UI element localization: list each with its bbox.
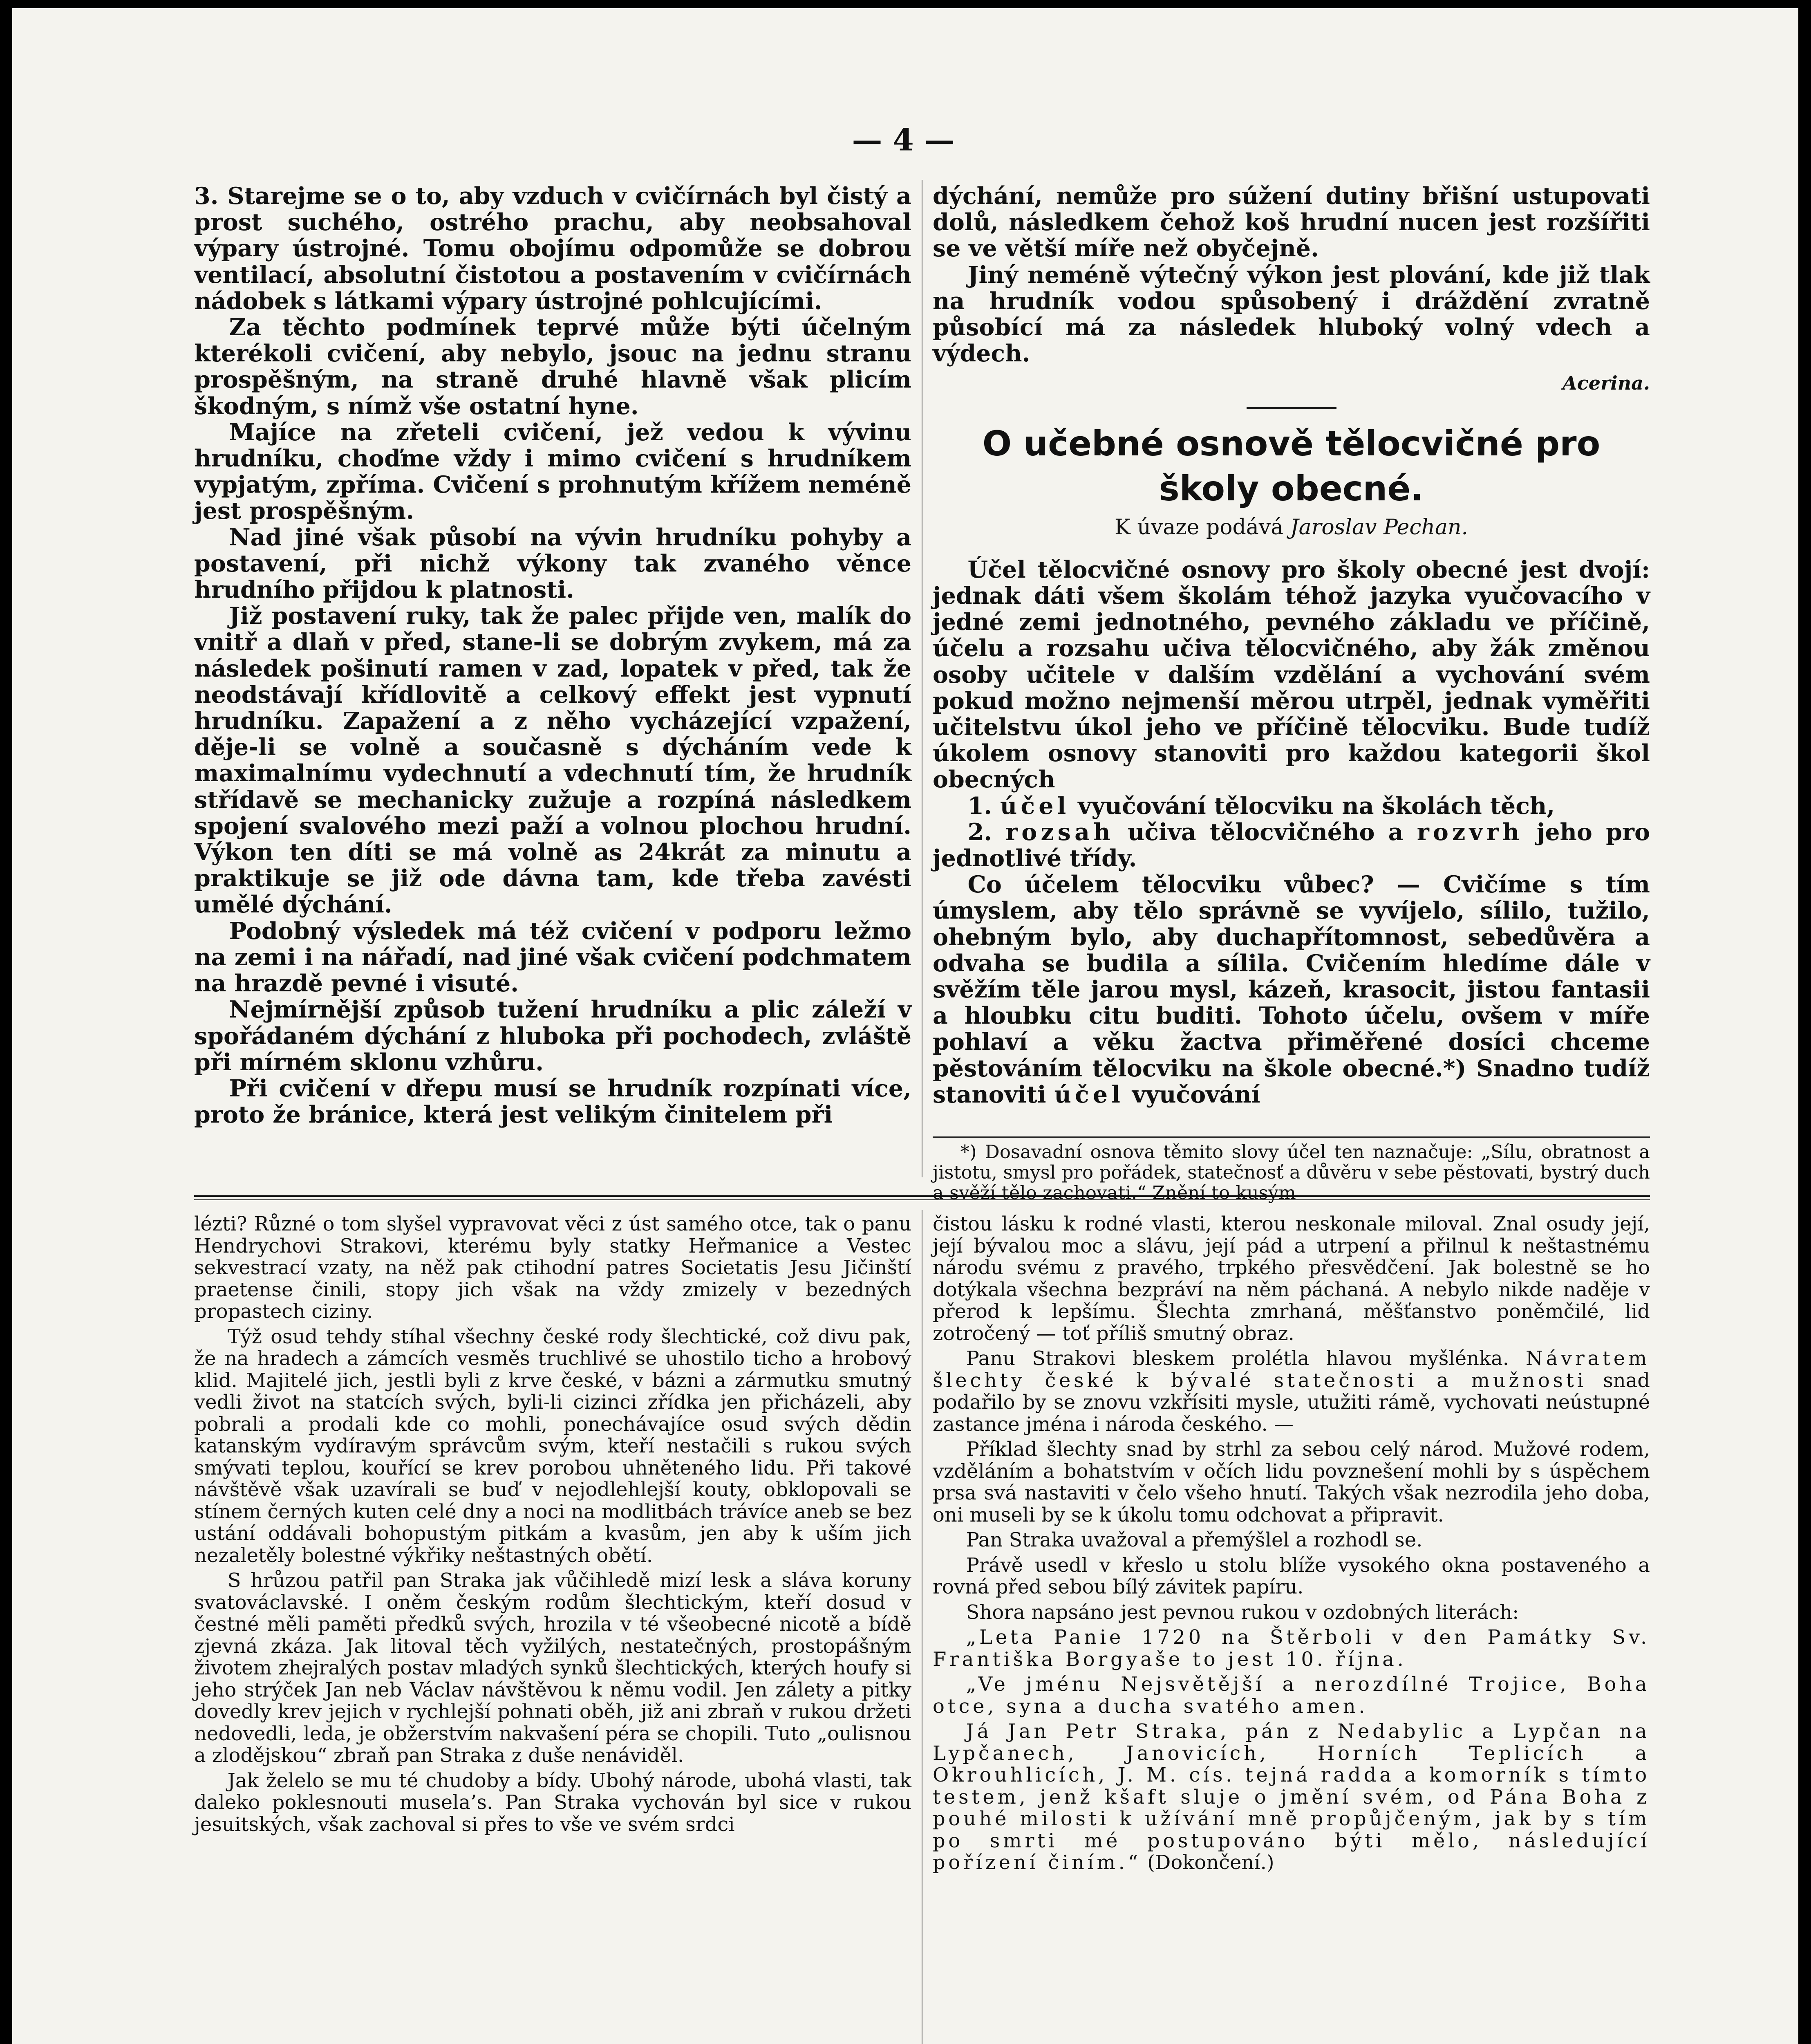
paragraph: Za těchto podmínek teprvé může býti účelným kterékoli cvičení, aby nebylo, jsouc na jednu stranu prospěšným, na straně druhé hlavně však plicím škodným, s nímž vše ostatní hyne. — [194, 314, 911, 420]
quoted-heading: „Leta Panie 1720 na Štěrboli v den Památky Sv. Františka Borgyaše to jest 10. října. — [933, 1626, 1650, 1671]
paragraph: Příklad šlechty snad by strhl za sebou celý národ. Mužové rodem, vzděláním a bohatstvím v očích lidu povznešení mohli by s úspěchem prsa svá nastaviti v čelo všeho hnutí. Takých však nezrodila jeho doba, oni museli by se k úkolu tomu odchovat a připravit. — [933, 1438, 1650, 1526]
paragraph: Týž osud tehdy stíhal všechny české rody šlechtické, což divu pak, že na hradech a zámcích vesměs truchlivé se uhostilo ticho a hrobový klid. Majitelé jich, jestli byli z krve české, v bázni a zármutku smutný vedli život na statcích svých, byli-li cizinci zřídka jen přicházeli, aby pobrali a prodali kde co mohli, ponechávajíce osud svých dědin katanským vydíravým správcům svým, kteří nestačili s rukou svých smývati teplou, kouřící se krev porobou uhněteného lidu. Při takové návštěvě však uzavírali se buď v nejodlehlejší kouty, obklopovali se stínem černých kuten celé dny a noci na modlitbách trávíce aneb se bez ustání oddávali bohopustým pitkám a kvasům, jen aby k uším jich nezaletěly bolestné výkřiky neštastných obětí. — [194, 1325, 911, 1567]
paragraph: Majíce na zřeteli cvičení, jež vedou k vývinu hrudníku, choďme vždy i mimo cvičení s hrudníkem vypjatým, zpříma. Cvičení s prohnutým křížem neméně jest prospěšným. — [194, 418, 911, 525]
paragraph: Shora napsáno jest pevnou rukou v ozdobných literách: — [966, 1600, 1519, 1624]
paragraph: 3. Starejme se o to, aby vzduch v cvičírnách byl čistý a prost suchého, ostrého prachu, aby neobsahoval výpary ústrojné. Tomu obojímu odpomůže se dobrou ventilací, absolutní čistotou a postavením v cvičírnách nádobek s látkami výpary ústrojné pohlcujícími. — [194, 182, 911, 315]
left-column — [194, 183, 911, 1128]
paragraph: Právě usedl v křeslo u stolu blíže vysokého okna postaveného a rovná před sebou bílý závitek papíru. — [933, 1553, 1650, 1598]
section-divider — [194, 1195, 1650, 1197]
paragraph: Jak želelo se mu té chudoby a bídy. Ubohý národe, ubohá vlasti, tak daleko poklesnouti musela’s. Pan Straka vychován byl sice v rukou jesuitských, však zachoval si přes to vše ve svém srdci — [194, 1769, 911, 1836]
paragraph: dýchání, nemůže pro súžení dutiny břišní ustupovati dolů, následkem čehož koš hrudní nucen jest rozšířiti se ve větší míře než obyčejně. — [933, 182, 1650, 262]
list-item: 2. rozsah učiva tělocvičného a rozvrh jeho pro jednotlivé třídy. — [933, 818, 1650, 872]
short-divider — [1247, 407, 1336, 409]
story-right-column — [933, 1213, 1650, 1877]
section-divider-thin — [194, 1199, 1650, 1200]
right-column — [933, 183, 1650, 1203]
quoted-invocation: „Ve jménu Nejsvětější a nerozdílné Trojice, Boha otce, syna a ducha svatého amen. — [933, 1673, 1650, 1718]
paragraph: Již postavení ruky, tak že palec přijde ven, malík do vnitř a dlaň v před, stane-li se dobrým zvykem, má za následek pošinutí ramen v zad, lopatek v před, tak že neodstávají křídlovitě a celkový effekt jest vypnutí hrudníku. Zapažení a z něho vycházející vzpažení, děje-li se volně a současně s dýcháním vede k maximalnímu vydechnutí a vdechnutí tím, že hrudník střídavě se mechanicky zužuje a rozpíná následkem spojení svalového mezi paží a volnou plochou hrudní. Výkon ten díti se má volně as 24krát za minutu a praktikuje se již ode dávna tam, kde třeba zavésti umělé dýchání. — [194, 602, 911, 919]
page-number: — 4 — — [852, 123, 955, 158]
paragraph: Pan Straka uvažoval a přemýšlel a rozhodl se. — [966, 1529, 1423, 1551]
paragraph: Při cvičení v dřepu musí se hrudník rozpínati více, proto že bránice, která jest velikým činitelem při — [194, 1074, 911, 1129]
paragraph: Podobný výsledek má též cvičení v podporu ležmo na zemi i na nářadí, nad jiné však cvičení podchmatem na hrazdě pevné i visuté. — [194, 917, 911, 997]
footnote: *) Dosavadní osnova těmito slovy účel ten naznačuje: „Sílu, obratnost a jistotu, smysl pro pořádek, statečnosť a důvěru v sebe pěstovati, bystrý duch a svěží tělo zachovati.“ Znění to kusým — [933, 1136, 1650, 1203]
article-byline — [933, 514, 1650, 540]
paragraph: Já Jan Petr Straka, pán z Nedabylic a Lypčan na Lypčanech, Janovicích, Horních Teplicích a Okrouhlicích, J. M. cís. tejná radda a komorník s tímto testem, jenž kšaft sluje o jmění svém, od Pána Boha z pouhé milosti k užívání mně propůjčeným, jak by s tím po smrti mé postupováno býti mělo, následující pořízení činím.“ (Dokončení.) — [933, 1720, 1650, 1874]
byline-author: Jaroslav Pechan. — [1290, 515, 1468, 540]
byline-prefix: K úvaze podává — [1114, 515, 1284, 540]
article-body: Co účelem tělocviku vůbec? — Cvičíme s tím úmyslem, aby tělo správně se vyvíjelo, sílilo, tužilo, ohebným bylo, aby duchapřítomnost, sebedůvěra a odvaha se budila a sílila. Cvičením hledíme dále v svěžím těle jarou mysl, kázeň, krasocit, jistou fantasii a hloubku citu buditi. Tohoto účelu, ovšem v míře pohlaví a věku žactva přiměřené dosíci chceme pěstováním tělocviku na škole obecné.*) Snadno tudíž stanoviti účel vyučování — [933, 871, 1650, 1108]
paragraph: Nejmírnější způsob tužení hrudníku a plic záleží v spořádaném dýchání z hluboka při pochodech, zvláště při mírném sklonu vzhůru. — [194, 996, 911, 1076]
article-intro: Účel tělocvičné osnovy pro školy obecné jest dvojí: jednak dáti všem školám téhož jazyka vyučovacího v jedné zemi jednotného, pevného základu ve příčině, účelu a rozsahu učiva tělocvičného, aby žák změnou osoby učitele v dalším vzdělání a vychování svém pokud možno nejmenší měrou utrpěl, jednak vyměřiti učitelstvu úkol jeho ve příčině tělocviku. Bude tudíž úkolem osnovy stanoviti pro každou kategorii škol obecných — [933, 556, 1650, 793]
paragraph: Panu Strakovi bleskem prolétla hlavou myšlénka. Návratem šlechty české k bývalé statečnosti a mužnosti snad podařilo by se znovu vzkřísiti mysle, utužiti rámě, vychovati neústupné zastance jména i národa českého. — — [933, 1347, 1650, 1436]
paragraph: Nad jiné však působí na vývin hrudníku pohyby a postavení, při nichž výkony tak zvaného věnce hrudního přijdou k platnosti. — [194, 523, 911, 604]
signature: Acerina. — [1563, 372, 1650, 394]
paragraph: Jiný neméně výtečný výkon jest plování, kde již tlak na hrudník vodou spůsobený i dráždění zvratně působící má za následek hluboký volný vdech a výdech. — [933, 261, 1650, 368]
story-left-column — [194, 1213, 911, 1839]
paragraph: čistou lásku k rodné vlasti, kterou neskonale miloval. Znal osudy její, její bývalou moc a slávu, její pád a utrpení a přilnul k neštastnému národu svému z pravého, trpkého přesvědčení. Jak bolestně se ho dotýkala všechna bezpráví na něm páchaná. A nebylo nikde naděje v přerod k lepšímu. Šlechta zmrhaná, měšťanstvo poněmčilé, lid zotročený — toť příliš smutný obraz. — [933, 1213, 1650, 1345]
paragraph: S hrůzou patřil pan Straka jak vůčihledě mizí lesk a sláva koruny svatováclavské. I oněm českým rodům šlechtickým, kteří dosud v čestné měli paměti předků svých, hrozila v té všeobecné nicotě a bídě zjevná zkáza. Jak litoval těch vyžilých, nestatečných, prostopášným životem zhejralých postav mladých synků šlechtických, kterých houfy si jeho strýček Jan neb Václav návštěvou k němu vodil. Jen zálety a pitky dovedly krev jejich v rychlejší pohnati oběh, již ani zbraň v rukou držeti nedovedli, leda, je obžerstvím nakvašení péra se chopili. Tuto „oulisnou a zlodějskou“ zbraň pan Straka z duše nenáviděl. — [194, 1569, 911, 1767]
paragraph: lézti? Různé o tom slyšel vypravovat věci z úst samého otce, tak o panu Hendrychovi Strakovi, kterému byly statky Heřmanice a Vestec sekvestrací vzaty, na něž pak ctihodní patres Societatis Jesu Jičinští praetense činili, stopy jich však na vždy zmizely v bezedných propastech ciziny. — [194, 1213, 911, 1323]
article-title: O učebné osnově tělocvičné pro školy obecné. — [982, 423, 1601, 509]
list-item: 1. účel vyučování tělocviku na školách těch, — [967, 792, 1555, 820]
